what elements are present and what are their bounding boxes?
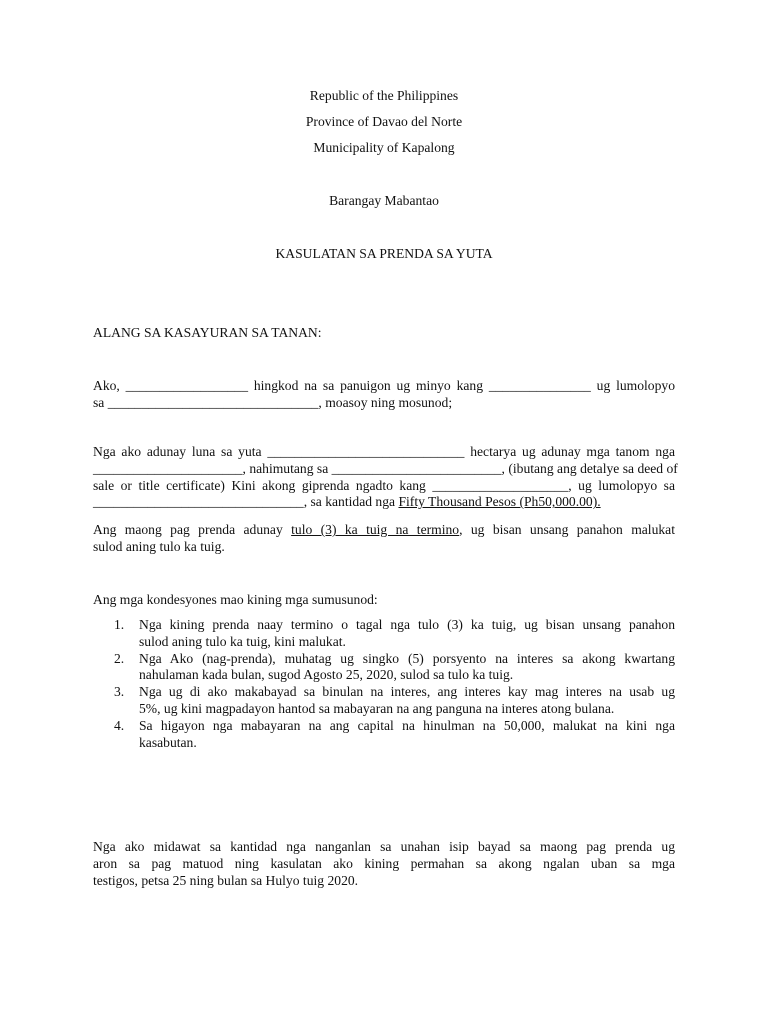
conditions-intro-text: Ang mga kondesyones mao kining mga sumusunod:	[93, 592, 378, 607]
paragraph-declaration-line: sa _______________________________, moasoy ning mosunod;	[93, 394, 453, 410]
paragraph-term	[93, 522, 675, 556]
closing-paragraph	[93, 839, 675, 889]
header-barangay: Barangay Mabantao	[329, 193, 439, 208]
paragraph-term-line: sulod aning tulo ka tuig.	[93, 538, 225, 554]
paragraph-declaration-line: Ako, __________________ hingkod na sa panuigon ug minyo kang _______________ ug lumolopyo	[93, 378, 675, 393]
list-item-line: sulod aning tulo ka tuig, kini malukat.	[139, 633, 346, 649]
header-municipality: Municipality of Kapalong	[313, 140, 455, 155]
paragraph-land-line: Nga ako adunay luna sa yuta _____________________________ hectarya ug adunay mga tanom nga	[93, 444, 675, 459]
header-republic: Republic of the Philippines	[309, 88, 459, 103]
list-item-line: Nga ug di ako makabayad sa binulan na interes, ang interes kay mag interes na usab ug	[139, 684, 675, 700]
closing-line: testigos, petsa 25 ning bulan sa Hulyo tuig 2020.	[93, 872, 359, 888]
list-item-line: kasabutan.	[139, 734, 197, 750]
list-item-line: Nga kining prenda naay termino o tagal nga tulo (3) ka tuig, ug bisan unsang panahon	[139, 617, 675, 632]
paragraph-declaration	[93, 378, 675, 412]
paragraph-land-line: ______________________, nahimutang sa _________________________, (ibutang ang detalye sa deed of	[93, 460, 678, 476]
paragraph-land-line: sale or title certificate) Kini akong giprenda ngadto kang ____________________, ug lumolopyo sa	[93, 477, 675, 493]
list-item-line: Sa higayon nga mabayaran na ang capital na hinulman na 50,000, malukat na kini nga	[139, 717, 675, 733]
list-item-number: 4.	[114, 717, 125, 733]
paragraph-land-line4-text: _______________________________, sa kantidad nga	[93, 494, 399, 510]
paragraph-term-text-pre: Ang maong pag prenda adunay	[93, 522, 292, 537]
document-title: KASULATAN SA PRENDA SA YUTA	[275, 246, 493, 261]
conditions-intro	[93, 592, 675, 609]
list-item	[93, 718, 675, 752]
list-item	[93, 684, 675, 718]
paragraph-term-text-post: , ug bisan unsang panahon malukat	[459, 522, 675, 537]
closing-line: Nga ako midawat sa kantidad nga nanganlan sa unahan isip bayad sa maong pag prenda ug	[93, 839, 675, 854]
header-province: Province of Davao del Norte	[305, 114, 463, 129]
closing-line: aron sa pag matuod ning kasulatan ako kining permahan sa akong ngalan uban sa mga	[93, 855, 675, 871]
list-item-number: 3.	[114, 684, 125, 700]
list-item-line: Nga Ako (nag-prenda), muhatag ug singko (5) porsyento na interes sa akong kwartang	[139, 650, 675, 666]
paragraph-land-line	[93, 494, 675, 511]
list-item	[93, 617, 675, 651]
list-item-line: 5%, ug kini magpadayon hantod sa mabayaran na ang panguna na interes atong bulana.	[139, 700, 615, 716]
paragraph-land	[93, 444, 678, 511]
list-item	[93, 651, 675, 685]
pledge-amount: Fifty Thousand Pesos (Ph50,000.00).	[398, 494, 601, 510]
term-duration: tulo (3) ka tuig na termino	[291, 522, 460, 537]
list-item-number: 2.	[114, 650, 125, 666]
list-item-number: 1.	[114, 617, 125, 632]
paragraph-term-line	[93, 522, 675, 539]
salutation-text: ALANG SA KASAYURAN SA TANAN:	[93, 325, 322, 340]
conditions-list	[93, 617, 675, 751]
list-item-line: nahulaman kada bulan, sugod Agosto 25, 2020, sulod sa tulo ka tuig.	[139, 667, 514, 683]
salutation	[93, 325, 675, 342]
